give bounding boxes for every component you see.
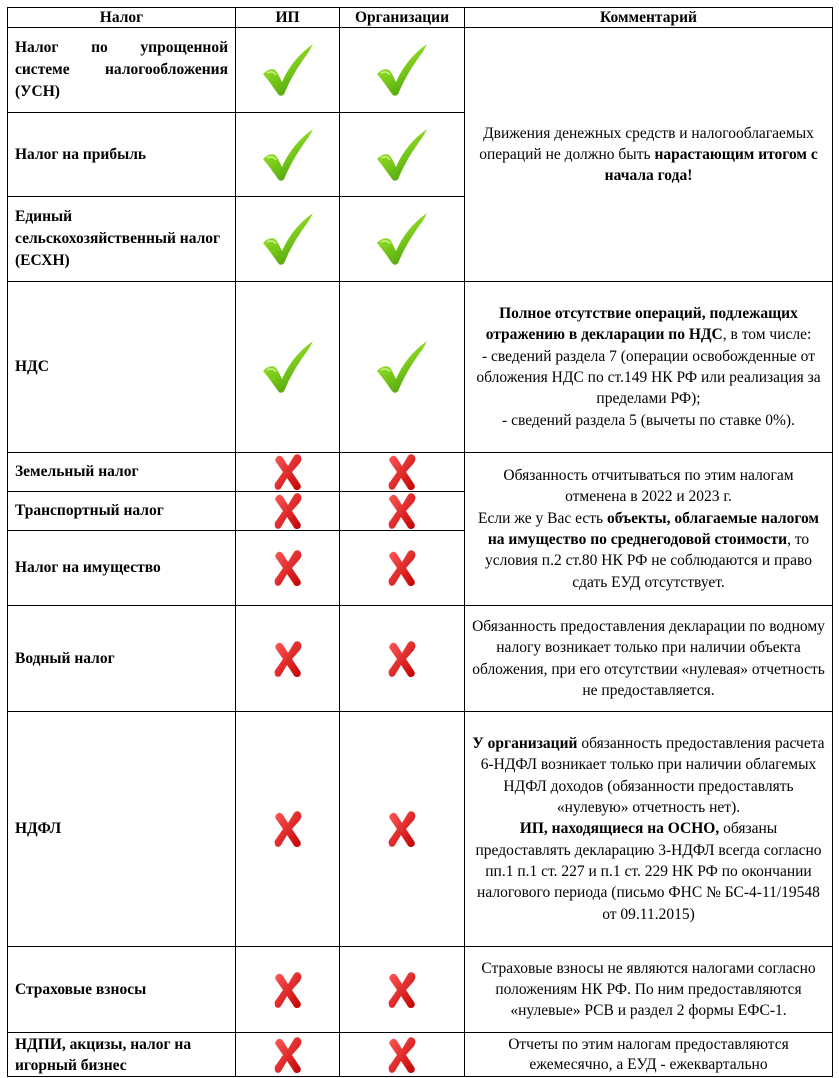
comment-line: - сведений раздела 7 (операции освобожденные от обложения НДС по ст.149 НК РФ или реализация за пределами РФ); [476, 347, 821, 408]
comment-cell [465, 712, 833, 947]
tax-name: Земельный налог [8, 453, 236, 492]
table-row [8, 453, 833, 492]
org-cell [340, 453, 465, 492]
ip-cell [236, 606, 340, 712]
comment-cell [465, 606, 833, 712]
ip-cell [236, 197, 340, 282]
org-cell [340, 1033, 465, 1077]
table-row [8, 947, 833, 1033]
org-cell [340, 28, 465, 113]
comment-cell [465, 1033, 833, 1077]
tax-name: Налог на прибыль [8, 113, 236, 197]
cross-icon [272, 492, 304, 530]
org-cell [340, 606, 465, 712]
comment-text: Обязанность отчитываться по этим налогам отменена в 2022 и 2023 г. [503, 467, 794, 506]
cross-icon [386, 549, 418, 587]
tax-name: Транспортный налог [8, 492, 236, 531]
ip-cell [236, 1033, 340, 1077]
comment-bold: ИП, находящиеся на ОСНО, [519, 820, 720, 838]
comment-cell [465, 453, 833, 606]
ip-cell [236, 282, 340, 453]
header-row [8, 8, 833, 28]
comment-text: , в том числе: [722, 326, 812, 344]
check-icon [261, 42, 315, 98]
ip-cell [236, 113, 340, 197]
check-icon [261, 211, 315, 267]
org-cell [340, 113, 465, 197]
comment-bold: У организаций [472, 735, 578, 753]
org-cell [340, 531, 465, 606]
comment-cell [465, 947, 833, 1033]
cross-icon [386, 453, 418, 491]
ip-cell [236, 492, 340, 531]
header-comment: Комментарий [465, 8, 833, 28]
table-row [8, 28, 833, 113]
org-cell [340, 947, 465, 1033]
header-ip: ИП [236, 8, 340, 28]
ip-cell [236, 531, 340, 606]
comment-text: Отчеты по этим налогам предоставляются ежемесячно, а ЕУД - ежеквартально [508, 1035, 789, 1073]
cross-icon [272, 810, 304, 848]
comment-bold: Полное отсутствие операций, подлежащих отражению в декларации по НДС [485, 305, 798, 344]
table-row [8, 606, 833, 712]
tax-name: НДПИ, акцизы, налог на игорный бизнес [8, 1033, 236, 1077]
check-icon [375, 211, 429, 267]
comment-cell [465, 28, 833, 282]
header-org: Организации [340, 8, 465, 28]
cross-icon [386, 971, 418, 1009]
comment-text: Движения денежных средств и налогооблагаемых операций не должно быть [479, 124, 814, 163]
org-cell [340, 712, 465, 947]
tax-name: НДФЛ [8, 712, 236, 947]
org-cell [340, 282, 465, 453]
cross-icon [272, 549, 304, 587]
comment-bold: объекты, облагаемые налогом на имущество по среднегодовой стоимости [487, 509, 819, 548]
cross-icon [272, 1036, 304, 1074]
cross-icon [386, 810, 418, 848]
check-icon [375, 339, 429, 395]
tax-name: Единый сельскохозяйственный налог (ЕСХН) [8, 197, 236, 282]
comment-cell [465, 282, 833, 453]
ip-cell [236, 453, 340, 492]
ip-cell [236, 712, 340, 947]
header-tax: Налог [8, 8, 236, 28]
check-icon [375, 127, 429, 183]
tax-name: Налог на имущество [8, 531, 236, 606]
tax-name: НДС [8, 282, 236, 453]
org-cell [340, 197, 465, 282]
cross-icon [386, 492, 418, 530]
tax-name: Страховые взносы [8, 947, 236, 1033]
comment-text: обязаны предоставлять декларацию 3-НДФЛ всегда согласно пп.1 п.1 ст. 227 и п.1 ст. 229 НК РФ по окончании налогового периода (письмо ФНС № БС-4-11/19548 от 09.11.2015) [475, 820, 822, 923]
tax-table [7, 7, 833, 1077]
table-row [8, 712, 833, 947]
org-cell [340, 492, 465, 531]
ip-cell [236, 28, 340, 113]
check-icon [261, 339, 315, 395]
comment-text: Если же у Вас есть [478, 509, 607, 527]
table-row [8, 1033, 833, 1077]
comment-text: обязанность предоставления расчета 6-НДФЛ возникает только при наличии облагемых НДФЛ доходов (обязанности предоставлять «нулевую» отчетность нет). [480, 735, 825, 817]
cross-icon [272, 971, 304, 1009]
tax-name: Налог по упрощенной системе налогообложения (УСН) [8, 28, 236, 113]
cross-icon [272, 453, 304, 491]
comment-text: Страховые взносы не являются налогами согласно положениям НК РФ. По ним предоставляются «нулевые» РСВ и раздел 2 формы ЕФС-1. [481, 959, 816, 1020]
cross-icon [386, 640, 418, 678]
check-icon [375, 42, 429, 98]
tax-name: Водный налог [8, 606, 236, 712]
comment-line: - сведений раздела 5 (вычеты по ставке 0%). [502, 411, 795, 429]
comment-bold: нарастающим итогом с начала года! [604, 145, 818, 185]
cross-icon [386, 1036, 418, 1074]
table-row [8, 282, 833, 453]
cross-icon [272, 640, 304, 678]
check-icon [261, 127, 315, 183]
comment-text: , то условия п.2 ст.80 НК РФ не соблюдаются и право сдать ЕУД отсутствует. [485, 531, 812, 591]
ip-cell [236, 947, 340, 1033]
comment-text: Обязанность предоставления декларации по водному налогу возникает только при наличии объекта обложения, при его отсутствии «нулевая» отчетность не предоставляется. [472, 617, 825, 699]
